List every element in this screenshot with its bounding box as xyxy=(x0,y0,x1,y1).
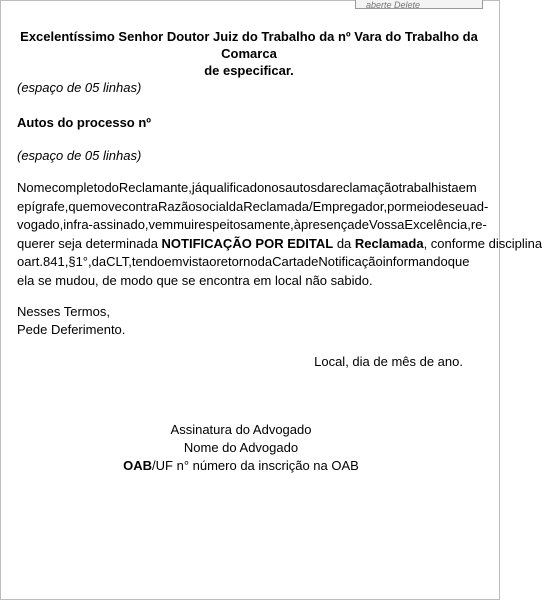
word: re- xyxy=(470,217,487,233)
word: move xyxy=(90,198,122,214)
closing-line-2: Pede Deferimento. xyxy=(17,322,126,337)
body-line-4-text-b: da xyxy=(336,235,352,251)
word: de xyxy=(354,217,369,233)
word: de xyxy=(303,254,319,270)
word: tendo xyxy=(131,254,165,270)
spacing-note-1: (espaço de 05 linhas) xyxy=(17,80,142,95)
word: da xyxy=(91,254,107,270)
petition-body xyxy=(17,179,542,291)
spacing-note-2: (espaço de 05 linhas) xyxy=(17,148,142,163)
word: Reclamante, xyxy=(118,180,192,195)
notification-by-edict: NOTIFICAÇÃO POR EDITAL xyxy=(161,235,334,251)
word: informando xyxy=(382,254,448,270)
word: que xyxy=(447,254,470,270)
body-line-4 xyxy=(17,235,542,254)
word: vogado, xyxy=(17,217,64,233)
word: art. xyxy=(24,254,44,270)
word: infra-assinado, xyxy=(63,217,149,233)
word: contra xyxy=(121,198,158,214)
oab-line xyxy=(1,457,481,475)
word: Reclamada/Empregador, xyxy=(243,198,388,214)
case-number-label: Autos do processo nº xyxy=(17,115,152,130)
word: CLT, xyxy=(106,254,132,270)
body-line-3 xyxy=(17,216,487,235)
header-line-1: Excelentíssimo Senhor Doutor Juiz do Trabalho da nº Vara do Trabalho da Comarca xyxy=(20,29,478,61)
body-line-5 xyxy=(17,253,470,272)
place-date: Local, dia de mês de ano. xyxy=(314,354,463,369)
word: mui xyxy=(173,217,195,233)
header-line-2: de especificar. xyxy=(204,63,294,78)
word: reclamação xyxy=(331,180,399,195)
word: meio xyxy=(405,198,435,214)
lawyer-name: Nome do Advogado xyxy=(183,440,299,455)
word: em xyxy=(458,180,477,195)
body-line-4-text-a: querer seja determinada xyxy=(17,235,158,251)
word: social xyxy=(195,198,229,214)
signature-block xyxy=(1,421,481,475)
word: Razão xyxy=(157,198,196,214)
word: Vossa xyxy=(368,217,405,233)
word: completo xyxy=(51,180,105,195)
word: Carta xyxy=(272,254,304,270)
word: Nome xyxy=(17,180,52,195)
word: Notificação xyxy=(318,254,383,270)
closing-block xyxy=(17,303,125,339)
body-line-6: ela se mudou, de modo que se encontra em local não sabido. xyxy=(17,272,373,288)
corner-tag: aberte Delete xyxy=(355,0,483,9)
word: retorno xyxy=(216,254,258,270)
word: por xyxy=(387,198,406,214)
word: seu xyxy=(448,198,470,214)
body-line-1 xyxy=(17,179,477,198)
word: o xyxy=(209,254,217,270)
word: ad- xyxy=(469,198,489,214)
signature-line: Assinatura do Advogado xyxy=(170,422,312,437)
word: epígrafe, xyxy=(17,198,69,214)
word: autos xyxy=(285,180,317,195)
word: nos xyxy=(264,180,286,195)
word: §1°, xyxy=(68,254,92,270)
closing-line-1: Nesses Termos, xyxy=(17,304,110,319)
defendant-term: Reclamada xyxy=(354,235,424,251)
word: já xyxy=(191,180,203,195)
word: da xyxy=(257,254,273,270)
word: 841, xyxy=(43,254,69,270)
word: da xyxy=(316,180,332,195)
body-line-4-text-c: , conforme disciplina xyxy=(423,235,542,251)
oab-label: OAB xyxy=(123,458,153,473)
word: o xyxy=(17,254,25,270)
word: vista xyxy=(182,254,210,270)
word: Excelência, xyxy=(404,217,471,233)
word: de xyxy=(434,198,449,214)
word: à xyxy=(293,217,302,233)
word: vem xyxy=(148,217,174,233)
document-header xyxy=(17,28,481,79)
word: qualificado xyxy=(202,180,265,195)
word: que xyxy=(68,198,91,214)
word: presença xyxy=(301,217,355,233)
word: em xyxy=(164,254,183,270)
word: trabalhista xyxy=(398,180,459,195)
word: da xyxy=(228,198,244,214)
word: do xyxy=(104,180,119,195)
word: respeitosamente, xyxy=(194,217,294,233)
body-line-2 xyxy=(17,198,489,217)
oab-registration: /UF n° número da inscrição na OAB xyxy=(152,458,359,473)
